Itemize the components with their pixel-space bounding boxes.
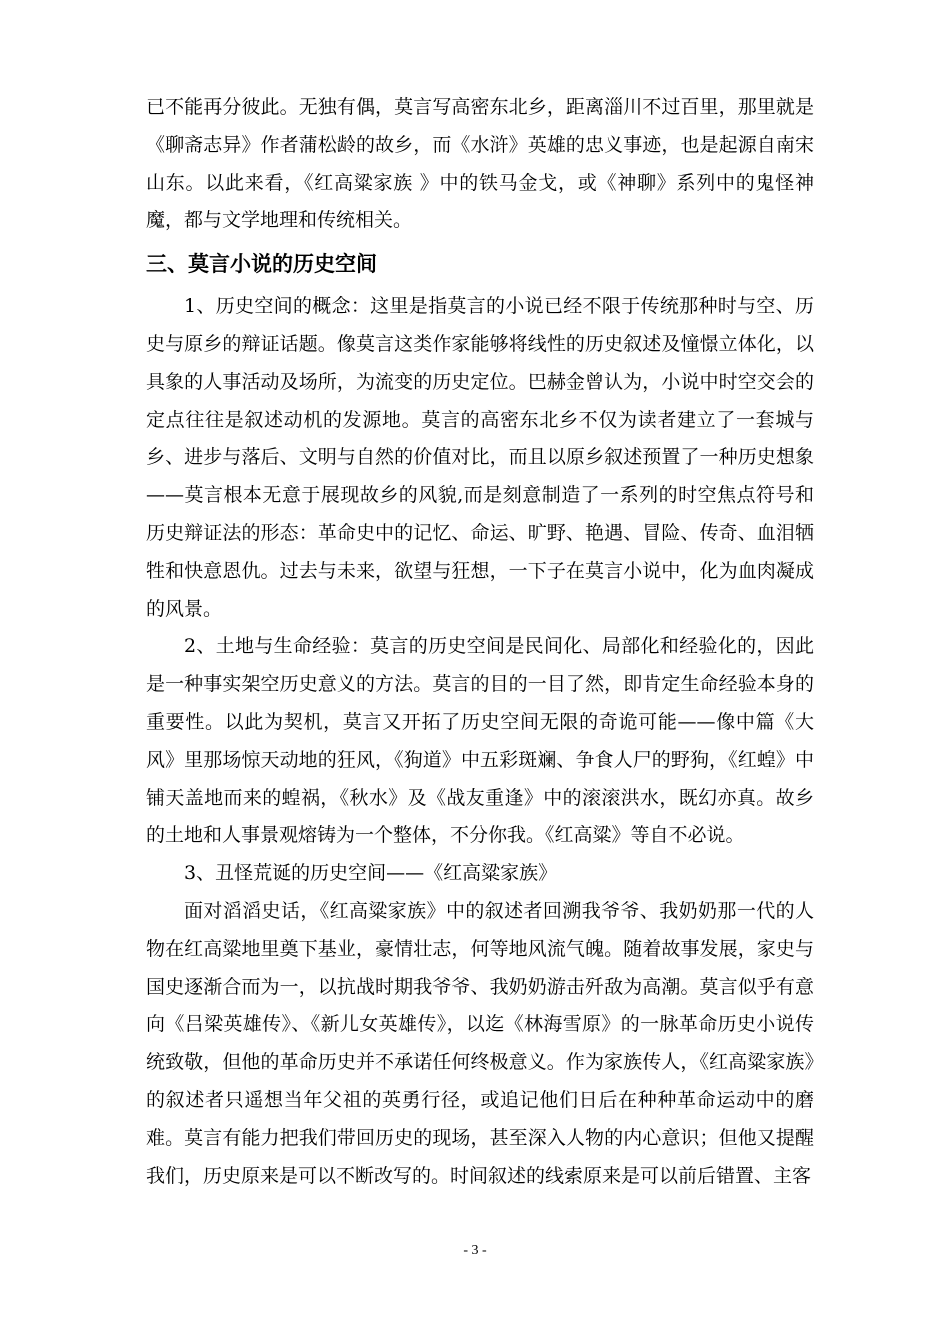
paragraph-subheading-red-sorghum: 3、丑怪荒诞的历史空间——《红高粱家族》 bbox=[184, 862, 558, 885]
section-heading: 三、莫言小说的历史空间 bbox=[146, 252, 377, 277]
paragraph-continuation: 已不能再分彼此。无独有偶，莫言写高密东北乡，距离淄川不过百里，那里就是《聊斋志异》作者蒲松龄的故乡，而《水浒》英雄的忠义事迹，也是起源自南宋山东。以此来看，《红高粱家族 》中的铁马金戈，或《神聊》系列中的鬼怪神魔，都与文学地理和传统相关。 bbox=[146, 96, 814, 232]
paragraph-land-and-life-experience: 2、土地与生命经验：莫言的历史空间是民间化、局部化和经验化的，因此是一种事实架空历史意义的方法。莫言的目的一目了然，即肯定生命经验本身的重要性。以此为契机，莫言又开拓了历史空间无限的奇诡可能——像中篇《大风》里那场惊天动地的狂风，《狗道》中五彩斑斓、争食人尸的野狗，《红蝗》中铺天盖地而来的蝗祸，《秋水》及《战友重逢》中的滚滚洪水，既幻亦真。故乡的土地和人事景观熔铸为一个整体，不分你我。《红高粱》等自不必说。 bbox=[146, 635, 814, 847]
page-content bbox=[146, 89, 814, 1195]
paragraph-historical-space-concept: 1、历史空间的概念：这里是指莫言的小说已经不限于传统那种时与空、历史与原乡的辩证话题。像莫言这类作家能够将线性的历史叙述及憧憬立体化，以具象的人事活动及场所，为流变的历史定位。巴赫金曾认为，小说中时空交会的定点往往是叙述动机的发源地。莫言的高密东北乡不仅为读者建立了一套城与乡、进步与落后、文明与自然的价值对比，而且以原乡叙述预置了一种历史想象——莫言根本无意于展现故乡的风貌,而是刻意制造了一系列的时空焦点符号和历史辩证法的形态：革命史中的记忆、命运、旷野、艳遇、冒险、传奇、血泪牺牲和快意恩仇。过去与未来，欲望与狂想，一下子在莫言小说中，化为血肉凝成的风景。 bbox=[146, 295, 814, 620]
paragraph-red-sorghum-analysis: 面对滔滔史话，《红高粱家族》中的叙述者回溯我爷爷、我奶奶那一代的人物在红高粱地里奠下基业，豪情壮志，何等地风流气魄。随着故事发展，家史与国史逐渐合而为一，以抗战时期我爷爷、我奶奶游击歼敌为高潮。莫言似乎有意向《吕梁英雄传》、《新儿女英雄传》，以迄《林海雪原》的一脉革命历史小说传统致敬，但他的革命历史并不承诺任何终极意义。作为家族传人，《红高粱家族》的叙述者只遥想当年父祖的英勇行径，或追记他们日后在种种革命运动中的磨难。莫言有能力把我们带回历史的现场，甚至深入人物的内心意识；但他又提醒我们，历史原来是可以不断改写的。时间叙述的线索原来是可以前后错置、主客 bbox=[146, 899, 814, 1187]
page-number: - 3 - bbox=[463, 1243, 487, 1258]
